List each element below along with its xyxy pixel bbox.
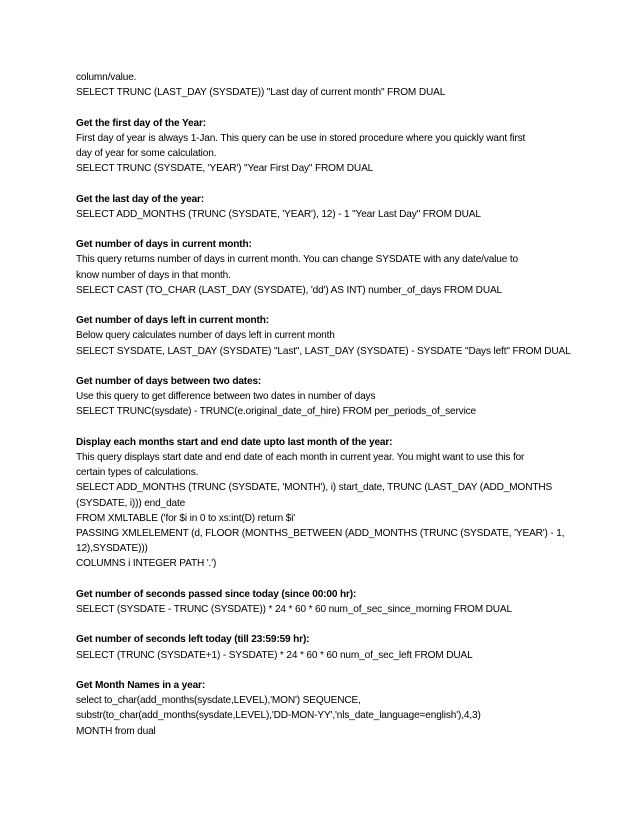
section-month-start-end-dates xyxy=(76,435,576,572)
intro-sql-line: SELECT TRUNC (LAST_DAY (SYSDATE)) "Last day of current month" FROM DUAL xyxy=(76,87,446,99)
section-text-line: This query returns number of days in current month. You can change SYSDATE with any date/value to xyxy=(76,254,518,266)
section-heading: Get number of seconds passed since today (since 00:00 hr): xyxy=(76,588,357,600)
section-sql-line: SELECT TRUNC(sysdate) - TRUNC(e.original_date_of_hire) FROM per_periods_of_service xyxy=(76,406,477,418)
section-heading: Get number of days in current month: xyxy=(76,239,252,251)
section-sql-line: FROM XMLTABLE ('for $i in 0 to xs:int(D) return $i' xyxy=(76,512,296,524)
section-sql-line: MONTH from dual xyxy=(76,725,156,737)
section-seconds-passed-today xyxy=(76,587,576,617)
section-first-day-of-year xyxy=(76,116,576,177)
section-month-names xyxy=(76,678,576,739)
section-sql-line: SELECT (TRUNC (SYSDATE+1) - SYSDATE) * 24 * 60 * 60 num_of_sec_left FROM DUAL xyxy=(76,649,473,661)
intro-line-1: column/value. xyxy=(76,72,137,83)
section-heading: Get number of days left in current month: xyxy=(76,315,269,327)
document-page xyxy=(76,70,576,739)
section-sql-line: 12),SYSDATE))) xyxy=(76,543,148,555)
section-sql-line: PASSING XMLELEMENT (d, FLOOR (MONTHS_BETWEEN (ADD_MONTHS (TRUNC (SYSDATE, 'YEAR') - 1, xyxy=(76,528,565,539)
section-sql-line: SELECT (SYSDATE - TRUNC (SYSDATE)) * 24 * 60 * 60 num_of_sec_since_morning FROM DUAL xyxy=(76,604,512,615)
section-heading: Get Month Names in a year: xyxy=(76,679,206,691)
section-sql-line: substr(to_char(add_months(sysdate,LEVEL),'DD-MON-YY','nls_date_language=english'),4,3) xyxy=(76,710,481,722)
section-sql-line: SELECT ADD_MONTHS (TRUNC (SYSDATE, 'MONTH'), i) start_date, TRUNC (LAST_DAY (ADD_MONTHS xyxy=(76,482,553,494)
section-heading: Get number of days between two dates: xyxy=(76,375,262,387)
section-text-line: certain types of calculations. xyxy=(76,467,199,479)
section-heading: Get the last day of the year: xyxy=(76,193,205,205)
section-sql-line: (SYSDATE, i))) end_date xyxy=(76,497,186,509)
section-days-left-in-month xyxy=(76,313,576,359)
section-text-line: Below query calculates number of days left in current month xyxy=(76,330,335,342)
section-days-in-current-month xyxy=(76,237,576,298)
section-text-line: This query displays start date and end date of each month in current year. You might want to use this for xyxy=(76,451,525,463)
section-text-line: First day of year is always 1-Jan. This query can be use in stored procedure where you quickly want first xyxy=(76,132,526,144)
section-days-between-dates xyxy=(76,374,576,420)
section-sql-line: SELECT SYSDATE, LAST_DAY (SYSDATE) "Last", LAST_DAY (SYSDATE) - SYSDATE "Days left" FROM DUAL xyxy=(76,345,571,357)
section-text-line: Use this query to get difference between two dates in number of days xyxy=(76,391,376,403)
section-sql-line: SELECT CAST (TO_CHAR (LAST_DAY (SYSDATE), 'dd') AS INT) number_of_days FROM DUAL xyxy=(76,284,503,296)
section-sql-line: SELECT ADD_MONTHS (TRUNC (SYSDATE, 'YEAR'), 12) - 1 "Year Last Day" FROM DUAL xyxy=(76,208,481,220)
section-text-line: day of year for some calculation. xyxy=(76,148,217,159)
section-sql-line: SELECT TRUNC (SYSDATE, 'YEAR') "Year First Day" FROM DUAL xyxy=(76,163,374,175)
section-seconds-left-today xyxy=(76,632,576,662)
section-sql-line: COLUMNS i INTEGER PATH '.') xyxy=(76,558,217,570)
section-heading: Get the first day of the Year: xyxy=(76,117,206,129)
section-heading: Get number of seconds left today (till 23:59:59 hr): xyxy=(76,634,310,646)
section-sql-line: select to_char(add_months(sysdate,LEVEL),'MON') SEQUENCE, xyxy=(76,695,361,707)
section-text-line: know number of days in that month. xyxy=(76,269,231,281)
section-last-day-of-year xyxy=(76,192,576,222)
section-heading: Display each months start and end date upto last month of the year: xyxy=(76,436,393,448)
